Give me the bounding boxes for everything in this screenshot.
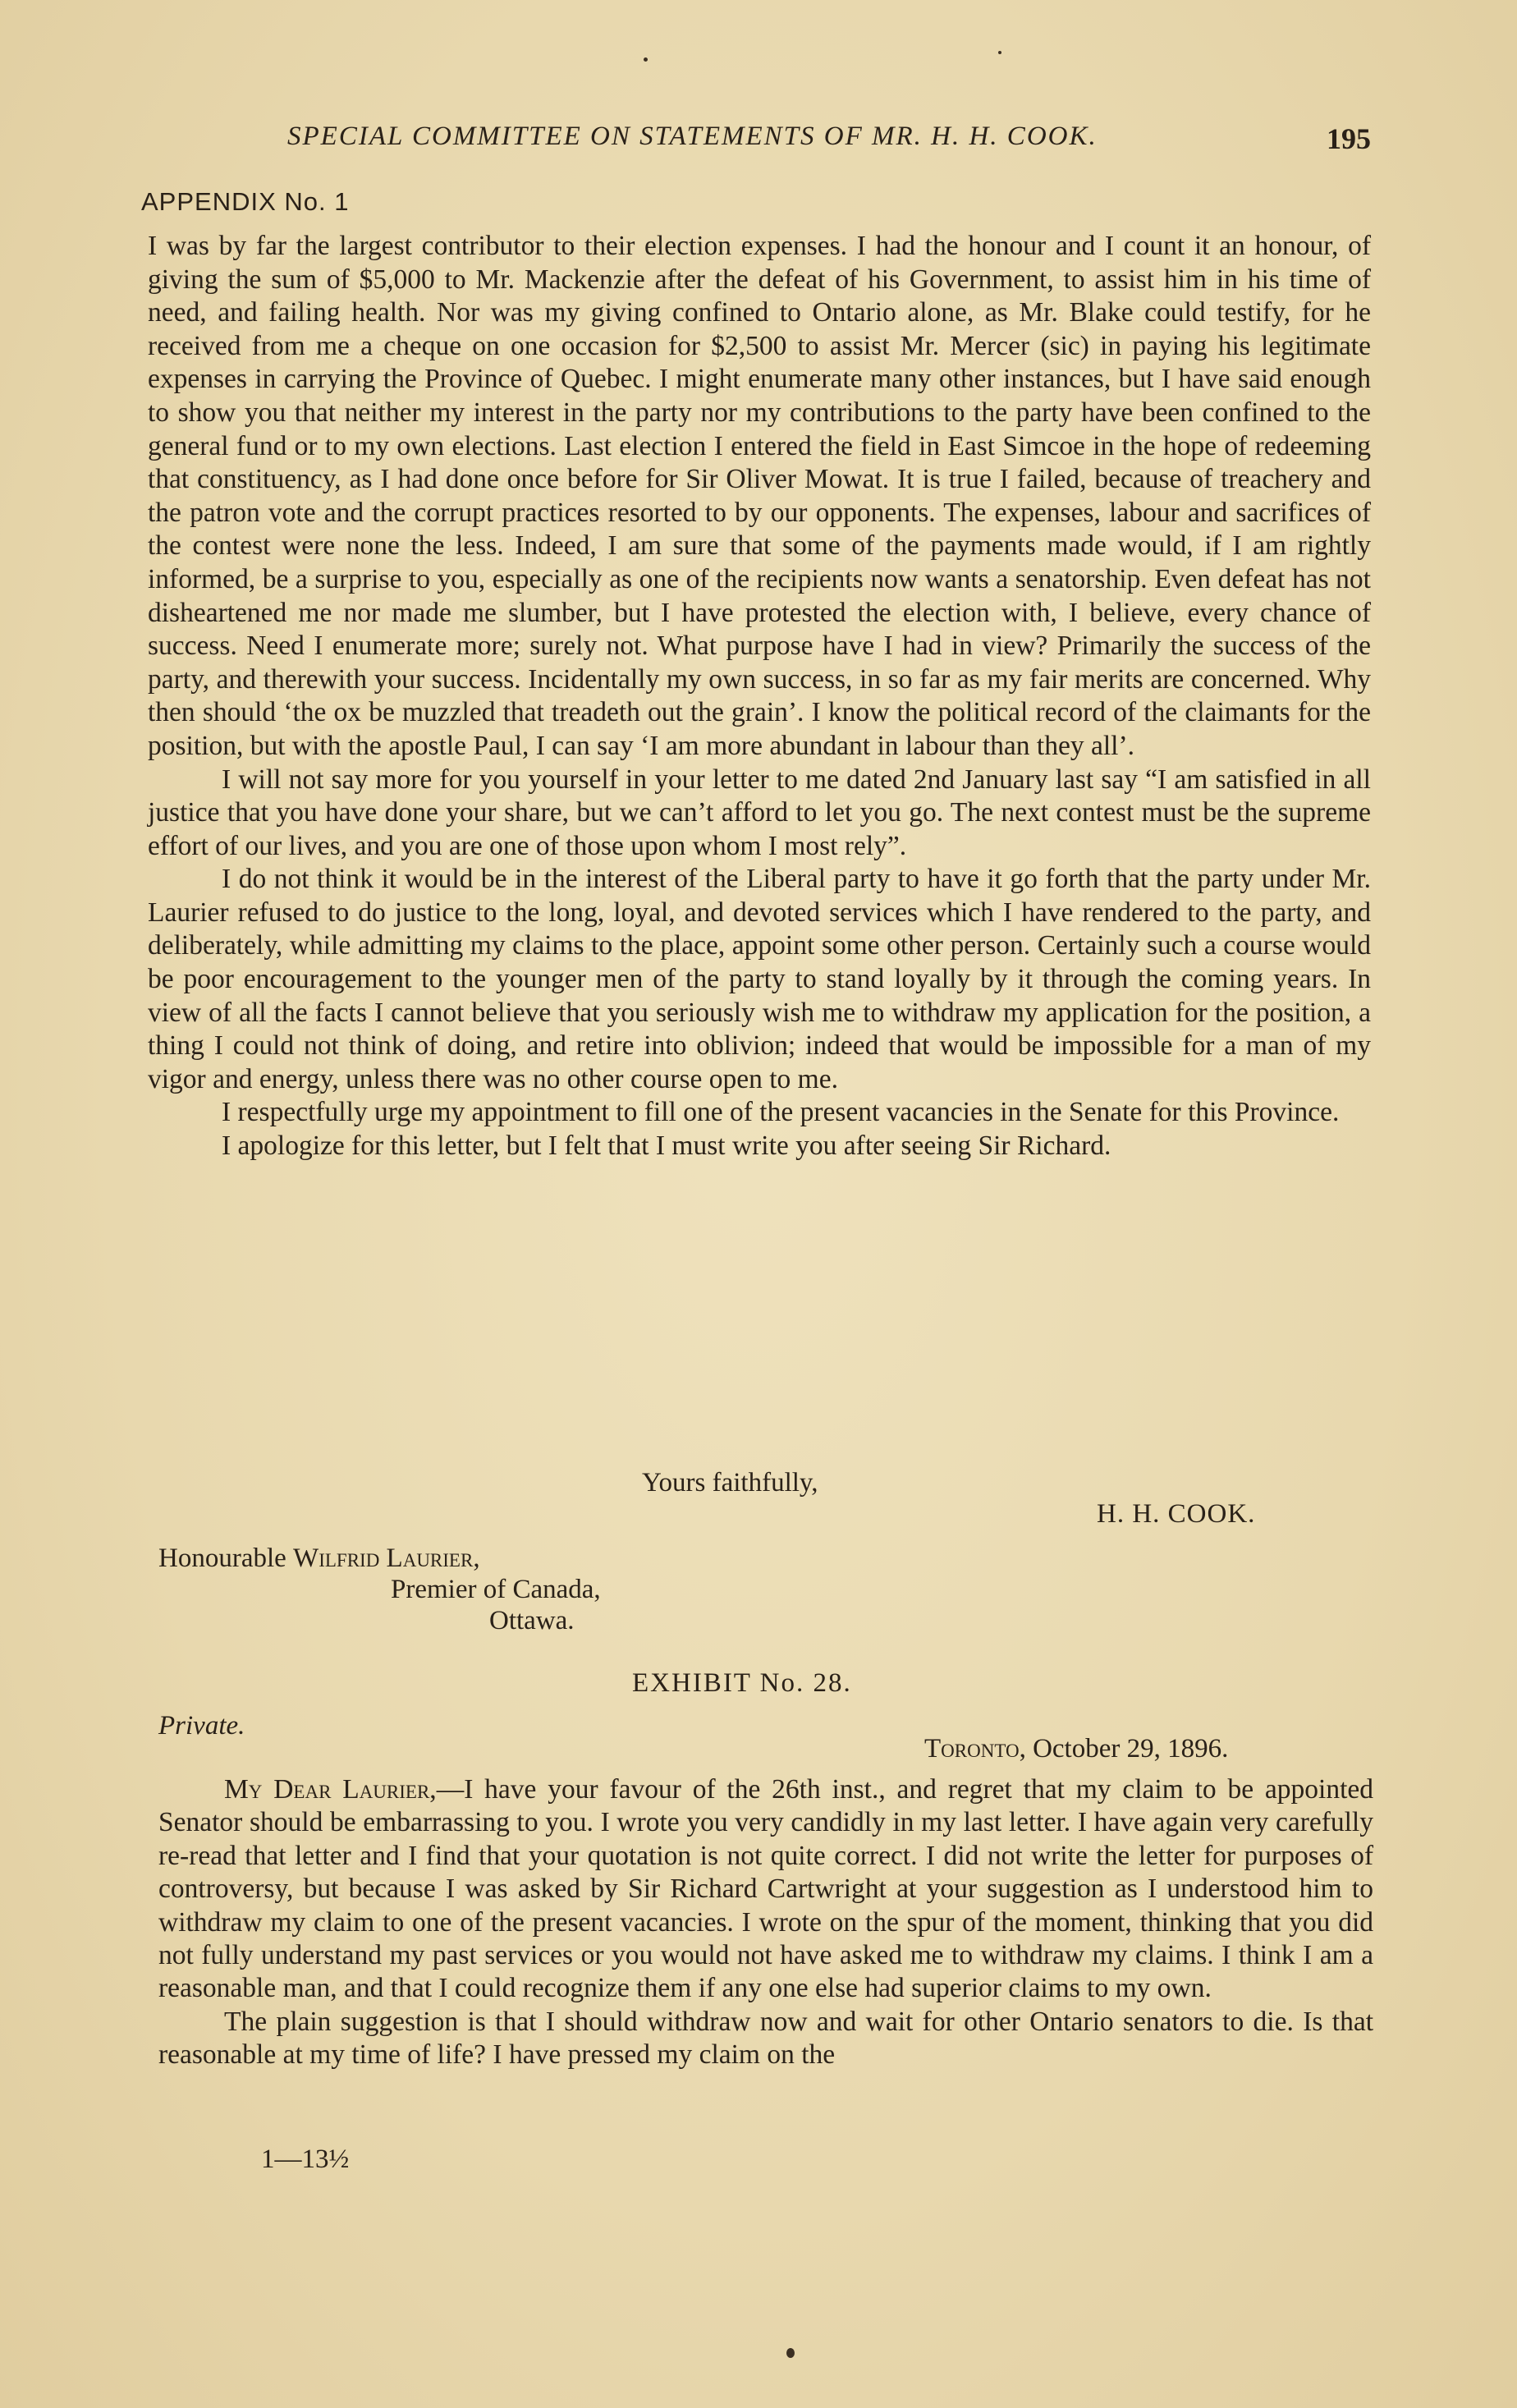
letter-paragraph: I was by far the largest contributor to their election expenses. I had the honour and I count it an honour, of giving the sum of $5,000 to Mr. Mackenzie after the defeat of his Government, to assist him in his time of need, and failing health. Nor was my giving confined to Ontario alone, as Mr. Blake could testify, for he received from me a cheque on one occasion for $2,500 to assist Mr. Mercer (sic) in paying his legitimate expenses in carrying the Province of Quebec. I might enumerate many other instances, but I have said enough to show you that neither my interest in the party nor my contributions to the party have been confined to the general fund or to my own elections. Last election I entered the field in East Simcoe in the hope of redeeming that constituency, as I had done once before for Sir Oliver Mowat. It is true I failed, because of treachery and the patron vote and the corrupt practices resorted to by our opponents. The expenses, labour and sacrifices of the contest were none the less. Indeed, I am sure that some of the payments made would, if I am rightly informed, be a surprise to you, especially as one of the recipients now wants a senatorship. Even defeat has not disheartened me nor made me slumber, but I have protested the election with, I believe, every chance of success. Need I enumerate more; surely not. What purpose have I had in view? Primarily the success of the party, and therewith your success. Incidentally my own success, in so far as my fair merits are concerned. Why then should ‘the ox be muzzled that treadeth out the grain’. I know the political record of the claimants for the position, but with the apostle Paul, I can say ‘I am more abundant in labour than they all’. xyxy=(148,231,1371,761)
addressee-line-3: Ottawa. xyxy=(489,1606,575,1635)
addressee-honorific: Honourable xyxy=(158,1543,286,1573)
addressee-name: Wilfrid Laurier, xyxy=(293,1543,480,1573)
page-header xyxy=(279,122,1371,163)
ink-speck xyxy=(786,2348,795,2358)
ink-speck xyxy=(998,51,1001,54)
appendix-label: APPENDIX No. 1 xyxy=(141,187,350,216)
letter-paragraph: I will not say more for you yourself in your letter to me dated 2nd January last say “I am satisfied in all justice that you have done your share, but we can’t afford to let you go. The next contest must be the supreme effort of our lives, and you are one of those upon whom I most rely”. xyxy=(148,764,1371,861)
dateline-place: Toronto, xyxy=(924,1734,1026,1764)
letter-body xyxy=(148,230,1371,1163)
addressee-line-1 xyxy=(158,1543,480,1574)
dateline-date: October 29, 1896. xyxy=(1033,1734,1229,1764)
letter-paragraph: I apologize for this letter, but I felt that I must write you after seeing Sir Richard. xyxy=(222,1131,1111,1162)
salutation: My Dear Laurier, xyxy=(224,1774,437,1805)
letter-paragraph-text: —I have your favour of the 26th inst., and regret that my claim to be appointed Senator should be embarrassing to you. I wrote you very candidly in my last letter. I have again very carefully re-read that letter and I find that your quotation is not quite correct. I did not write the letter for purposes of controversy, but because I was asked by Sir Richard Cartwright at your suggestion as I understood him to withdraw my claim to one of the present vacancies. I wrote on the spur of the moment, thinking that you did not fully understand my past services or you would not have asked me to withdraw my claims. I think I am a reasonable man, and that I could recognize them if any one else had superior claims to my own. xyxy=(158,1774,1373,2004)
printer-signature-mark: 1—13½ xyxy=(261,2144,350,2174)
exhibit-letter-body xyxy=(158,1773,1373,2072)
letter-signature: H. H. COOK. xyxy=(1097,1499,1256,1529)
letter-paragraph: The plain suggestion is that I should withdraw now and wait for other Ontario senators to die. Is that reasonable at my time of life? I have pressed my claim on the xyxy=(158,2006,1373,2071)
dateline xyxy=(924,1734,1228,1764)
page-number: 195 xyxy=(1327,122,1371,155)
letter-closing: Yours faithfully, xyxy=(642,1468,818,1498)
letter-paragraph xyxy=(158,1773,1373,2006)
ink-speck xyxy=(644,57,648,62)
running-head: SPECIAL COMMITTEE ON STATEMENTS OF MR. H. H. COOK. xyxy=(287,122,1098,151)
addressee-line-2: Premier of Canada, xyxy=(391,1575,601,1604)
private-label: Private. xyxy=(158,1711,245,1741)
letter-paragraph: I do not think it would be in the interest of the Liberal party to have it go forth that the party under Mr. Laurier refused to do justice to the long, loyal, and devoted services which I have rendered to the party, and deliberately, while admitting my claims to the place, appoint some other person. Certainly such a course would be poor encouragement to the younger men of the party to stand loyally by it through the coming years. In view of all the facts I cannot believe that you seriously wish me to withdraw my application for the position, a thing I could not think of doing, and retire into oblivion; indeed that would be impossible for a man of my vigor and energy, unless there was no other course open to me. xyxy=(148,864,1371,1094)
exhibit-title: EXHIBIT No. 28. xyxy=(632,1668,852,1698)
letter-paragraph: I respectfully urge my appointment to fill one of the present vacancies in the Senate for this Province. xyxy=(222,1097,1340,1128)
